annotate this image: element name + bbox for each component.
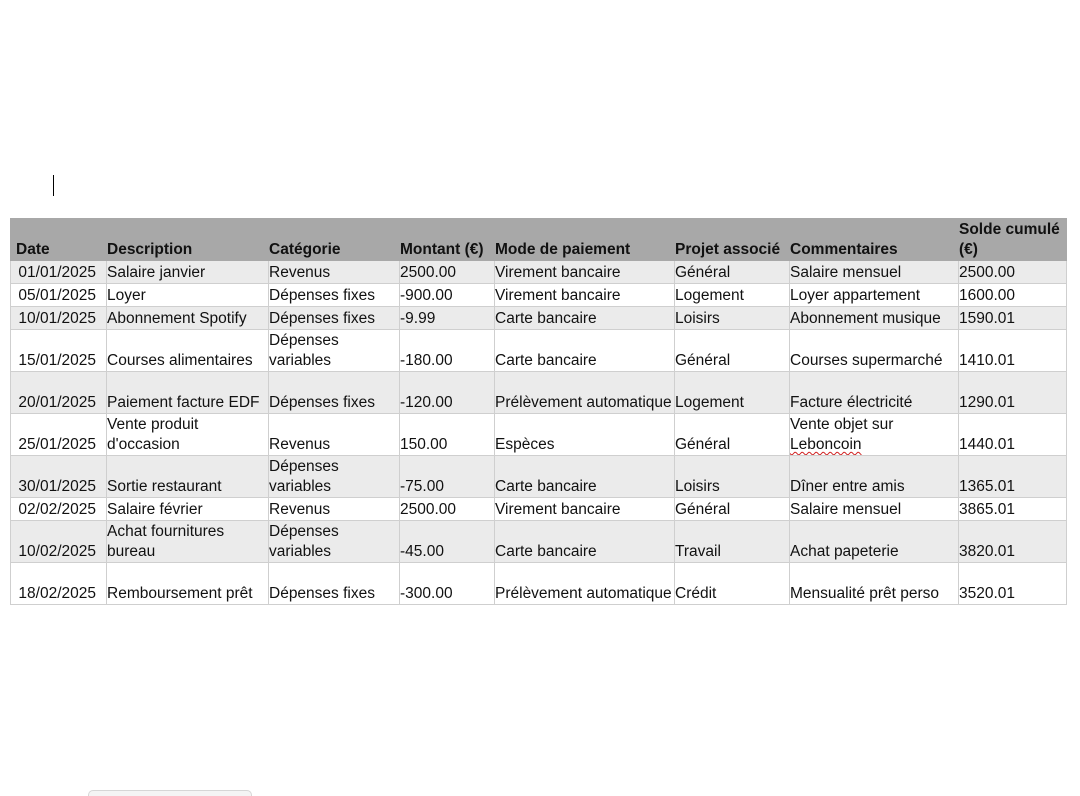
cell-category[interactable]: Revenus: [269, 414, 400, 456]
cell-balance[interactable]: 3820.01: [959, 521, 1067, 563]
cell-description[interactable]: Sortie restaurant: [107, 456, 269, 498]
cell-comments[interactable]: Dîner entre amis: [790, 456, 959, 498]
cell-project[interactable]: Général: [675, 414, 790, 456]
cell-description[interactable]: Salaire février: [107, 498, 269, 521]
cell-project[interactable]: Logement: [675, 372, 790, 414]
cell-payment-method[interactable]: Virement bancaire: [495, 261, 675, 284]
table-row: [11, 307, 1067, 330]
cell-balance[interactable]: 2500.00: [959, 261, 1067, 284]
table-row: [11, 372, 1067, 414]
cell-payment-method[interactable]: Carte bancaire: [495, 307, 675, 330]
cell-amount[interactable]: -9.99: [400, 307, 495, 330]
cell-category[interactable]: Revenus: [269, 261, 400, 284]
cell-category[interactable]: Dépenses variables: [269, 521, 400, 563]
table-row: [11, 330, 1067, 372]
cell-comments[interactable]: Abonnement musique: [790, 307, 959, 330]
table-row: [11, 414, 1067, 456]
cell-payment-method[interactable]: Espèces: [495, 414, 675, 456]
cell-description[interactable]: Abonnement Spotify: [107, 307, 269, 330]
cell-project[interactable]: Logement: [675, 284, 790, 307]
cell-project[interactable]: Général: [675, 261, 790, 284]
cell-date[interactable]: 30/01/2025: [11, 456, 107, 498]
cell-description[interactable]: Achat fournitures bureau: [107, 521, 269, 563]
cell-category[interactable]: Revenus: [269, 498, 400, 521]
table-row: [11, 521, 1067, 563]
table-row: [11, 456, 1067, 498]
cell-payment-method[interactable]: Prélèvement automatique: [495, 563, 675, 605]
cell-description[interactable]: Salaire janvier: [107, 261, 269, 284]
cell-comments[interactable]: Salaire mensuel: [790, 261, 959, 284]
table-row: [11, 284, 1067, 307]
cell-comments[interactable]: Courses supermarché: [790, 330, 959, 372]
cell-payment-method[interactable]: Virement bancaire: [495, 498, 675, 521]
header-payment-method[interactable]: Mode de paiement: [495, 219, 675, 261]
cell-balance[interactable]: 1410.01: [959, 330, 1067, 372]
header-category[interactable]: Catégorie: [269, 219, 400, 261]
transactions-table: [10, 218, 1067, 605]
cell-amount[interactable]: 150.00: [400, 414, 495, 456]
cell-amount[interactable]: -75.00: [400, 456, 495, 498]
spellcheck-flagged-text: Vente objet sur Leboncoin: [790, 416, 894, 453]
header-date[interactable]: Date: [11, 219, 107, 261]
cell-payment-method[interactable]: Carte bancaire: [495, 330, 675, 372]
cell-project[interactable]: Général: [675, 498, 790, 521]
cell-date[interactable]: 10/01/2025: [11, 307, 107, 330]
cell-category[interactable]: Dépenses variables: [269, 456, 400, 498]
spellcheck-underline[interactable]: Leboncoin: [790, 436, 862, 453]
cell-balance[interactable]: 1365.01: [959, 456, 1067, 498]
cell-date[interactable]: 15/01/2025: [11, 330, 107, 372]
cell-amount[interactable]: 2500.00: [400, 498, 495, 521]
header-amount[interactable]: Montant (€): [400, 219, 495, 261]
cell-date[interactable]: 25/01/2025: [11, 414, 107, 456]
cell-balance[interactable]: 1590.01: [959, 307, 1067, 330]
cell-description[interactable]: Vente produit d'occasion: [107, 414, 269, 456]
header-project[interactable]: Projet associé: [675, 219, 790, 261]
cell-amount[interactable]: 2500.00: [400, 261, 495, 284]
cell-amount[interactable]: -300.00: [400, 563, 495, 605]
table-header-row: [11, 219, 1067, 261]
cell-category[interactable]: Dépenses fixes: [269, 284, 400, 307]
cell-comments[interactable]: Salaire mensuel: [790, 498, 959, 521]
header-comments[interactable]: Commentaires: [790, 219, 959, 261]
cell-balance[interactable]: 3520.01: [959, 563, 1067, 605]
table-row: [11, 563, 1067, 605]
cell-category[interactable]: Dépenses variables: [269, 330, 400, 372]
cell-comments[interactable]: Facture électricité: [790, 372, 959, 414]
cell-description[interactable]: Remboursement prêt: [107, 563, 269, 605]
table-row: [11, 498, 1067, 521]
cell-amount[interactable]: -180.00: [400, 330, 495, 372]
cell-balance[interactable]: 1290.01: [959, 372, 1067, 414]
header-balance[interactable]: Solde cumulé (€): [959, 219, 1067, 261]
cell-date[interactable]: 02/02/2025: [11, 498, 107, 521]
cell-comments[interactable]: Mensualité prêt perso: [790, 563, 959, 605]
cell-project[interactable]: Général: [675, 330, 790, 372]
cell-category[interactable]: Dépenses fixes: [269, 307, 400, 330]
cell-payment-method[interactable]: Carte bancaire: [495, 456, 675, 498]
cell-date[interactable]: 05/01/2025: [11, 284, 107, 307]
cell-category[interactable]: Dépenses fixes: [269, 563, 400, 605]
cell-date[interactable]: 18/02/2025: [11, 563, 107, 605]
cell-date[interactable]: 10/02/2025: [11, 521, 107, 563]
cell-project[interactable]: Crédit: [675, 563, 790, 605]
cell-payment-method[interactable]: Carte bancaire: [495, 521, 675, 563]
cell-project[interactable]: Travail: [675, 521, 790, 563]
cell-date[interactable]: 01/01/2025: [11, 261, 107, 284]
cell-description[interactable]: Paiement facture EDF: [107, 372, 269, 414]
cell-amount[interactable]: -900.00: [400, 284, 495, 307]
header-description[interactable]: Description: [107, 219, 269, 261]
text-cursor: [53, 175, 54, 196]
cell-comments[interactable]: [790, 414, 959, 456]
cell-date[interactable]: 20/01/2025: [11, 372, 107, 414]
cell-comments[interactable]: Loyer appartement: [790, 284, 959, 307]
cell-description[interactable]: Courses alimentaires: [107, 330, 269, 372]
cell-balance[interactable]: 3865.01: [959, 498, 1067, 521]
cell-description[interactable]: Loyer: [107, 284, 269, 307]
cell-balance[interactable]: 1440.01: [959, 414, 1067, 456]
cell-amount[interactable]: -120.00: [400, 372, 495, 414]
cell-amount[interactable]: -45.00: [400, 521, 495, 563]
sheet-tab[interactable]: [88, 790, 252, 796]
cell-category[interactable]: Dépenses fixes: [269, 372, 400, 414]
cell-balance[interactable]: 1600.00: [959, 284, 1067, 307]
cell-project[interactable]: Loisirs: [675, 307, 790, 330]
cell-project[interactable]: Loisirs: [675, 456, 790, 498]
cell-payment-method[interactable]: Virement bancaire: [495, 284, 675, 307]
cell-payment-method[interactable]: Prélèvement automatique: [495, 372, 675, 414]
table-row: [11, 261, 1067, 284]
cell-comments[interactable]: Achat papeterie: [790, 521, 959, 563]
